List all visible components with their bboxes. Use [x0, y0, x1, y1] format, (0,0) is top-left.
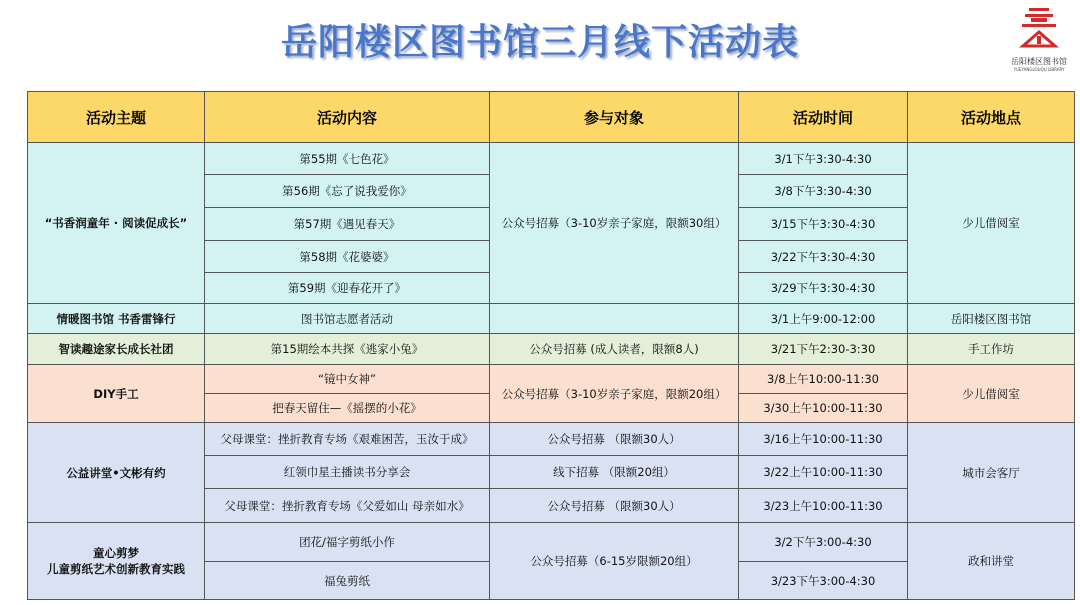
- target-cell: 公众号招募 (成人读者，限额8人): [490, 334, 739, 365]
- time-cell: 3/29下午3:30-4:30: [739, 273, 908, 304]
- content-cell: 福兔剪纸: [205, 562, 490, 600]
- content-cell: “镜中女神”: [205, 365, 490, 394]
- place-cell: 政和讲堂: [908, 523, 1075, 600]
- target-cell: 线下招募 （限额20组）: [490, 456, 739, 489]
- theme-line: 童心剪梦: [93, 546, 139, 560]
- theme-cell: DIY手工: [28, 365, 205, 423]
- target-cell: 公众号招募 （限额30人）: [490, 423, 739, 456]
- content-cell: 第55期《七色花》: [205, 143, 490, 175]
- theme-cell: 公益讲堂•文彬有约: [28, 423, 205, 523]
- time-cell: 3/22下午3:30-4:30: [739, 241, 908, 273]
- content-cell: 第15期绘本共探《逃家小兔》: [205, 334, 490, 365]
- pavilion-logo-icon: [1017, 6, 1061, 50]
- page-title: 岳阳楼区图书馆三月线下活动表: [280, 22, 799, 63]
- content-cell: 图书馆志愿者活动: [205, 304, 490, 334]
- table-row: [28, 304, 1075, 334]
- place-cell: 岳阳楼区图书馆: [908, 304, 1075, 334]
- place-cell: 少儿借阅室: [908, 365, 1075, 423]
- logo-subtext: YUEYANGLOUQU LIBRARY: [1013, 67, 1065, 72]
- table-row: [28, 365, 1075, 394]
- time-cell: 3/16上午10:00-11:30: [739, 423, 908, 456]
- content-cell: 第57期《遇见春天》: [205, 208, 490, 241]
- header-theme: 活动主题: [28, 92, 205, 143]
- target-cell: 公众号招募（6-15岁限额20组）: [490, 523, 739, 600]
- time-cell: 3/22上午10:00-11:30: [739, 456, 908, 489]
- header-target: 参与对象: [490, 92, 739, 143]
- time-cell: 3/1下午3:30-4:30: [739, 143, 908, 175]
- place-cell: 少儿借阅室: [908, 143, 1075, 304]
- content-cell: 把春天留住—《摇摆的小花》: [205, 394, 490, 423]
- table-row: [28, 334, 1075, 365]
- target-cell: 公众号招募（3-10岁亲子家庭，限额30组）: [490, 143, 739, 304]
- content-cell: 红领巾星主播读书分享会: [205, 456, 490, 489]
- place-cell: 城市会客厅: [908, 423, 1075, 523]
- header-time: 活动时间: [739, 92, 908, 143]
- target-cell: 公众号招募（3-10岁亲子家庭，限额20组）: [490, 365, 739, 423]
- content-cell: 父母课堂：挫折教育专场《父爱如山 母亲如水》: [205, 489, 490, 523]
- library-logo: [1000, 6, 1078, 72]
- header-place: 活动地点: [908, 92, 1075, 143]
- target-cell: 公众号招募 （限额30人）: [490, 489, 739, 523]
- table-row: [28, 523, 1075, 562]
- time-cell: 3/23上午10:00-11:30: [739, 489, 908, 523]
- place-cell: 手工作坊: [908, 334, 1075, 365]
- target-cell: [490, 304, 739, 334]
- theme-cell: 情暖图书馆 书香雷锋行: [28, 304, 205, 334]
- time-cell: 3/15下午3:30-4:30: [739, 208, 908, 241]
- time-cell: 3/1上午9:00-12:00: [739, 304, 908, 334]
- content-cell: 团花/福字剪纸小作: [205, 523, 490, 562]
- time-cell: 3/23下午3:00-4:30: [739, 562, 908, 600]
- theme-cell: 智读趣途家长成长社团: [28, 334, 205, 365]
- theme-line: 儿童剪纸艺术创新教育实践: [47, 562, 185, 576]
- content-cell: 第56期《忘了说我爱你》: [205, 175, 490, 208]
- time-cell: 3/30上午10:00-11:30: [739, 394, 908, 423]
- table-row: [28, 423, 1075, 456]
- time-cell: 3/8上午10:00-11:30: [739, 365, 908, 394]
- content-cell: 父母课堂：挫折教育专场《艰难困苦，玉汝于成》: [205, 423, 490, 456]
- time-cell: 3/2下午3:00-4:30: [739, 523, 908, 562]
- header-row: [28, 92, 1075, 143]
- theme-cell: “书香润童年 · 阅读促成长”: [28, 143, 205, 304]
- table-row: [28, 143, 1075, 175]
- content-cell: 第59期《迎春花开了》: [205, 273, 490, 304]
- logo-text: 岳阳楼区图书馆: [1011, 57, 1067, 66]
- header-content: 活动内容: [205, 92, 490, 143]
- time-cell: 3/8下午3:30-4:30: [739, 175, 908, 208]
- theme-cell: [28, 523, 205, 600]
- time-cell: 3/21下午2:30-3:30: [739, 334, 908, 365]
- content-cell: 第58期《花婆婆》: [205, 241, 490, 273]
- activity-table: [27, 91, 1075, 600]
